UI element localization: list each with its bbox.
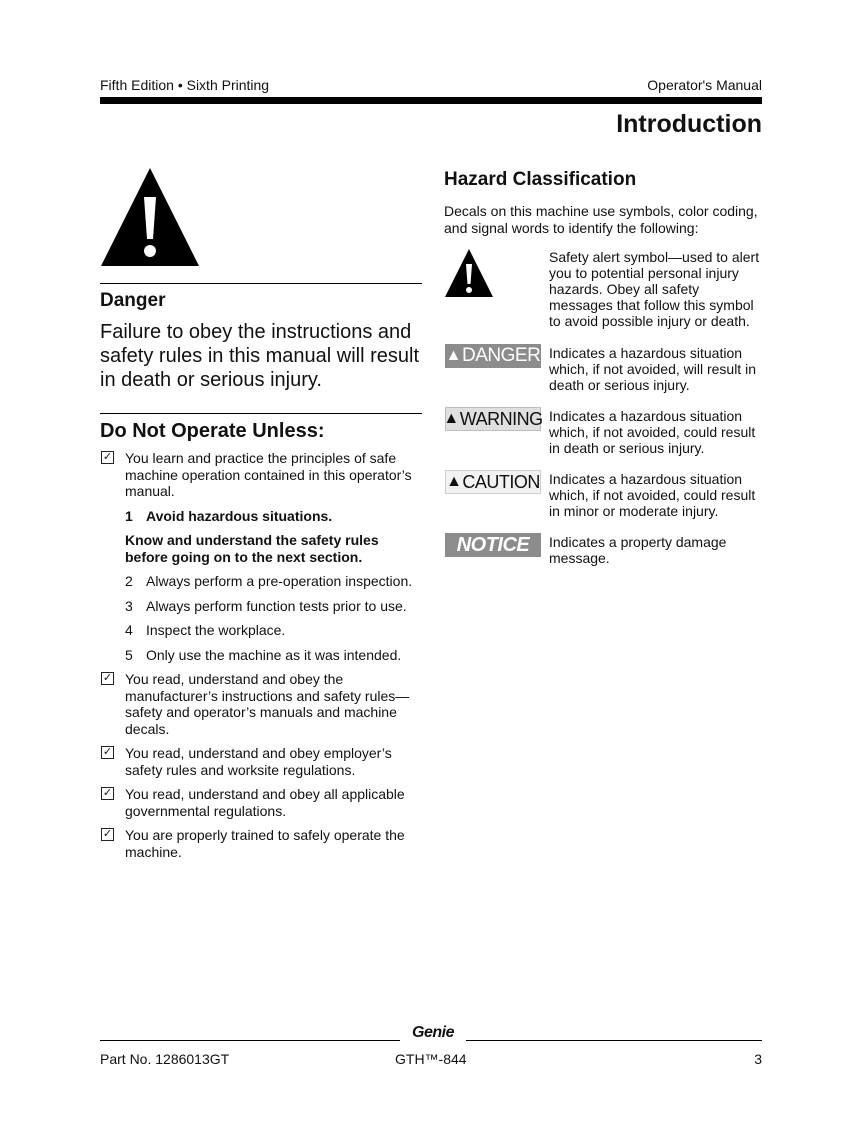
section-divider [100,413,422,414]
checklist-item [100,671,425,737]
steps-list [125,573,425,663]
checkbox-icon: ✓ [102,451,113,463]
alert-triangle-icon: ▲ [446,473,462,490]
checkbox-icon: ✓ [102,828,113,840]
footer-page-number: 3 [754,1051,762,1067]
checkbox-icon: ✓ [102,787,113,799]
checkbox-icon: ✓ [102,672,113,684]
checklist-item-text: You read, understand and obey all applicable governmental regulations. [125,786,405,819]
danger-divider [100,283,422,284]
alert-triangle-icon: ▲ [445,347,462,364]
danger-decal-label: DANGER [462,345,541,366]
warning-description: Indicates a hazardous situation which, if not avoided, could result in death or serious injury. [549,408,756,456]
step-text: Always perform function tests prior to use. [146,597,407,614]
logo-wordmark: Genie [412,1024,454,1041]
step-number: 5 [125,646,133,663]
danger-decal [445,344,541,368]
step-text: Avoid hazardous situations. [146,507,333,524]
do-not-operate-checklist [100,450,425,868]
hazard-classification-intro: Decals on this machine use symbols, color coding, and signal words to identify the following: [444,203,758,236]
warning-triangle-icon [100,167,200,267]
warning-decal [445,407,541,431]
danger-heading: Danger [100,290,166,311]
notice-decal-label: NOTICE [456,533,530,556]
step-number: 1 [125,507,133,524]
genie-logo [405,1024,461,1042]
safety-alert-icon [444,248,494,298]
step-item [125,573,425,590]
caution-decal [445,470,541,494]
step-text: Only use the machine as it was intended. [146,646,402,663]
header-edition: Fifth Edition • Sixth Printing [100,77,270,93]
footer-model: GTH™-844 [395,1051,467,1067]
step-number: 3 [125,597,133,614]
step-number: 4 [125,622,133,638]
checklist-item-text: You are properly trained to safely operate the machine. [125,827,405,860]
step-item [125,622,425,639]
know-rules-note: Know and understand the safety rules before going on to the next section. [125,532,379,565]
checkbox-icon: ✓ [102,746,113,758]
step-text: Always perform a pre-operation inspection. [146,573,413,589]
safety-alert-description: Safety alert symbol—used to alert you to potential personal injury hazards. Obey all safety messages that follow this symbol to avoid possible injury or death. [549,249,760,329]
header-rule [100,97,762,104]
notice-description: Indicates a property damage message. [549,534,727,566]
step-text: Inspect the workplace. [146,622,286,638]
checklist-item [100,786,425,819]
alert-triangle-icon: ▲ [443,410,459,427]
step-item [125,508,425,525]
danger-statement: Failure to obey the instructions and safety rules in this manual will result in death or serious injury. [100,321,420,391]
steps-list [125,508,425,525]
checklist-item [100,450,425,500]
header-manual-name: Operator's Manual [647,77,762,93]
checklist-item-text: You read, understand and obey the manufacturer’s instructions and safety rules—safety and operator’s manuals and machine decals. [125,671,410,737]
page-title: Introduction [616,110,762,138]
step-number: 2 [125,573,133,589]
footer-rule-right [466,1040,762,1041]
footer-rule-left [100,1040,400,1041]
hazard-classification-heading: Hazard Classification [444,169,637,190]
checklist-item [100,827,425,860]
do-not-operate-heading: Do Not Operate Unless: [100,420,325,442]
checklist-item [100,745,425,778]
danger-description: Indicates a hazardous situation which, if not avoided, will result in death or serious injury. [549,345,756,393]
caution-description: Indicates a hazardous situation which, if not avoided, could result in minor or moderate injury. [549,471,756,519]
checklist-item-text: You read, understand and obey employer’s safety rules and worksite regulations. [125,745,392,778]
checklist-item-text: You learn and practice the principles of safe machine operation contained in this operator’s manual. [125,450,412,499]
step-item [125,647,425,664]
footer-part-number: Part No. 1286013GT [100,1051,230,1067]
notice-decal [445,533,541,557]
warning-decal-label: WARNING [459,408,543,429]
caution-decal-label: CAUTION [462,471,540,492]
step-item [125,598,425,615]
